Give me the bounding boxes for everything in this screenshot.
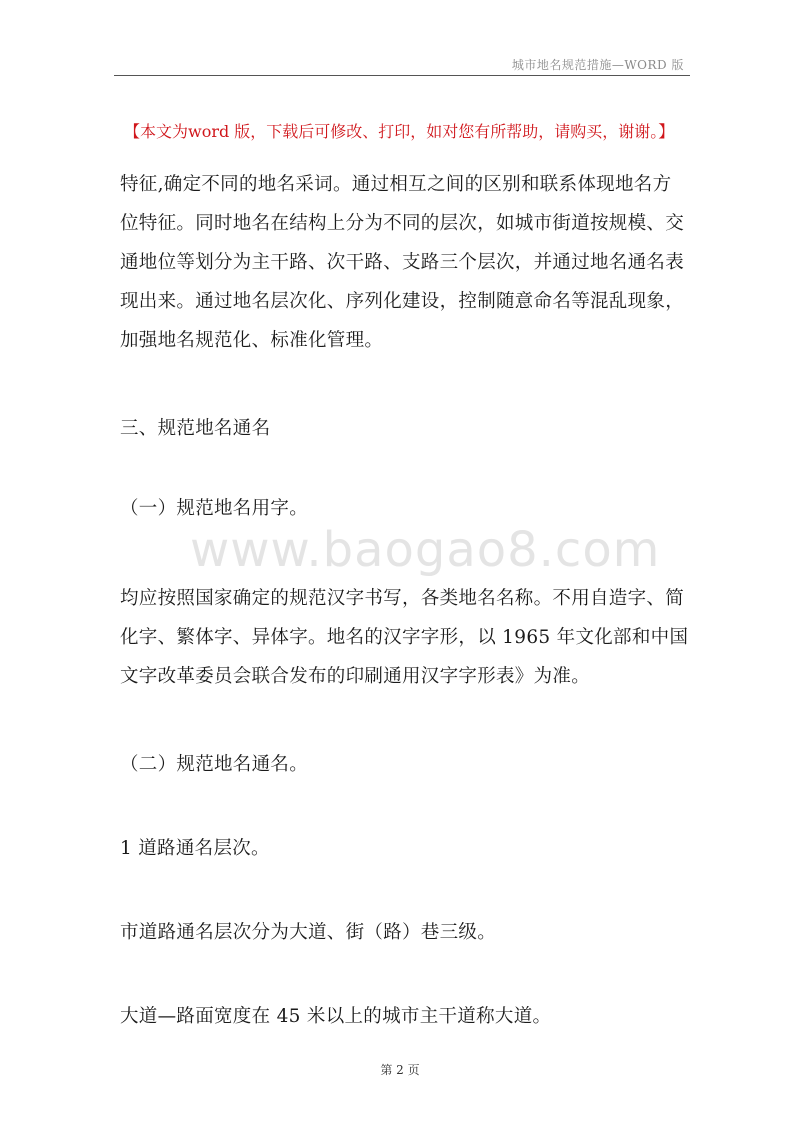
body-line: 文字改革委员会联合发布的印刷通用汉字字形表》为准。	[120, 666, 591, 687]
list-item: 1 道路通名层次。	[120, 838, 270, 859]
body-line: 现出来。通过地名层次化、序列化建设，控制随意命名等混乱现象，	[120, 291, 685, 312]
watermark: www.baogao8.com	[190, 522, 661, 578]
page-number: 第 2 页	[380, 1063, 420, 1077]
section-heading: 三、规范地名通名	[120, 418, 271, 439]
purchase-notice: 【本文为word 版，下载后可修改、打印，如对您有所帮助，请购买，谢谢。】	[124, 122, 675, 141]
body-line: 加强地名规范化、标准化管理。	[120, 330, 384, 351]
body-line: 均应按照国家确定的规范汉字书写，各类地名名称。不用自造字、简	[120, 588, 685, 609]
header-rule	[114, 75, 690, 76]
subsection-heading: （二）规范地名通名。	[120, 754, 309, 775]
subsection-heading: （一）规范地名用字。	[120, 498, 309, 519]
body-line: 位特征。同时地名在结构上分为不同的层次，如城市街道按规模、交	[120, 213, 685, 234]
body-line: 通地位等划分为主干路、次干路、支路三个层次，并通过地名通名表	[120, 252, 685, 273]
body-line: 特征,确定不同的地名采词。通过相互之间的区别和联系体现地名方	[120, 174, 672, 195]
running-header: 城市地名规范措施—WORD 版	[511, 58, 684, 72]
body-line: 化字、繁体字、异体字。地名的汉字字形，以 1965 年文化部和中国	[120, 627, 689, 648]
body-line: 大道—路面宽度在 45 米以上的城市主干道称大道。	[120, 1006, 552, 1027]
body-line: 市道路通名层次分为大道、街（路）巷三级。	[120, 922, 497, 943]
